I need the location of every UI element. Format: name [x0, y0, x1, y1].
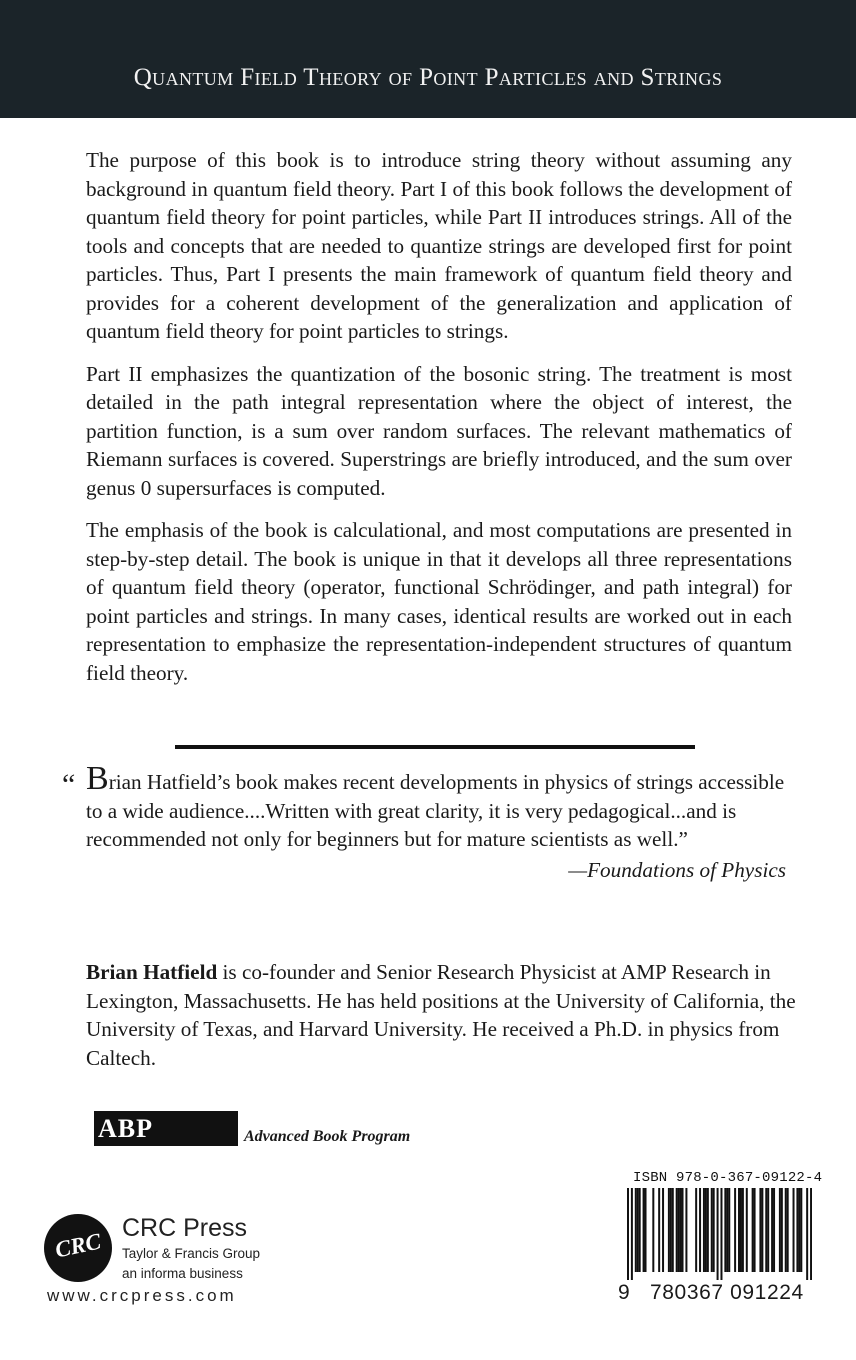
- barcode-bar: [726, 1188, 728, 1272]
- author-name: Brian Hatfield: [86, 960, 218, 984]
- publisher-informa: an informa business: [122, 1266, 243, 1281]
- abp-logo: ABP: [94, 1111, 238, 1146]
- barcode-bar: [734, 1188, 736, 1272]
- barcode-bar: [806, 1188, 808, 1280]
- barcode-bar: [682, 1188, 684, 1272]
- publisher-group: Taylor & Francis Group: [122, 1246, 261, 1261]
- barcode-bar: [765, 1188, 767, 1272]
- barcode-bar: [705, 1188, 707, 1272]
- barcode-bar: [779, 1188, 781, 1272]
- description-paragraph-2: Part II emphasizes the quantization of the bosonic string. The treatment is most detailed in the path integral representation where the object of interest, the partition function, is a sum over random surfaces. The relevant mathematics of Riemann surfaces is covered. Superstrings are briefly introduced, and the sum over genus 0 supersurfaces is computed.: [86, 361, 792, 500]
- publisher-url: www.crcpress.com: [47, 1286, 237, 1305]
- barcode-bar: [668, 1188, 670, 1272]
- quote-drop-letter: B: [86, 760, 109, 797]
- barcode-bar: [627, 1188, 629, 1280]
- barcode-bar: [643, 1188, 645, 1272]
- barcode-bar: [800, 1188, 802, 1272]
- open-quote-mark: “: [62, 768, 76, 801]
- barcode-bar: [728, 1188, 730, 1272]
- description-paragraph-3: The emphasis of the book is calculational, and most computations are presented in step-by-step detail. The book is unique in that it develops all three representations of quantum field theory (operator, functional Schrödinger, and path integral) for point particles and strings. In many cases, identical results are worked out in each representation to emphasize the representation-independent structures of quantum field theory.: [86, 518, 792, 685]
- barcode-bar: [793, 1188, 795, 1272]
- barcode-bar: [798, 1188, 800, 1272]
- barcode-bar: [759, 1188, 761, 1272]
- barcode-bar: [810, 1188, 812, 1280]
- divider-rule: [175, 745, 695, 749]
- ean-digits: 780367 091224: [650, 1281, 804, 1304]
- barcode-bar: [639, 1188, 641, 1272]
- barcode-bar: [695, 1188, 697, 1272]
- book-title: Quantum Field Theory of Point Particles and Strings: [133, 64, 723, 91]
- barcode-bar: [767, 1188, 769, 1272]
- barcode-bar: [670, 1188, 672, 1272]
- barcode-bar: [680, 1188, 682, 1272]
- barcode-bar: [740, 1188, 742, 1272]
- crc-logo-text: CRC: [52, 1228, 104, 1263]
- author-bio-text: is co-founder and Senior Research Physicist at AMP Research in Lexington, Massachusetts. He has held positions at the University of California, the University of Texas, and Harvard University. He received a Ph.D. in physics from Caltech.: [86, 960, 796, 1070]
- description-paragraph-1: The purpose of this book is to introduce string theory without assuming any background in quantum field theory. Part I of this book follows the development of quantum field theory for point particles, while Part II introduces strings. All of the tools and concepts that are needed to quantize strings are developed first for point particles. Thus, Part I presents the main framework of quantum field theory and provides for a coherent development of the generalization and application of quantum field theory for point particles to strings.: [86, 148, 792, 343]
- barcode-bar: [752, 1188, 754, 1272]
- barcode-bar: [645, 1188, 647, 1272]
- barcode-bar: [787, 1188, 789, 1272]
- barcode-bar: [785, 1188, 787, 1272]
- barcode-bar: [631, 1188, 633, 1280]
- barcode-bar: [699, 1188, 701, 1272]
- quote-text: rian Hatfield’s book makes recent developments in physics of strings accessible to a wide audience....Written with great clarity, it is very pedagogical...and is recommended not only for beginners but for mature scientists as well.”: [86, 770, 785, 851]
- barcode-bar: [761, 1188, 763, 1272]
- barcode-bar: [711, 1188, 713, 1272]
- barcode-bar: [685, 1188, 687, 1272]
- isbn-label: ISBN 978-0-367-09122-4: [633, 1170, 823, 1186]
- publisher-name: CRC Press: [122, 1214, 248, 1242]
- barcode-bar: [703, 1188, 705, 1272]
- abp-label: Advanced Book Program: [244, 1128, 411, 1145]
- barcode-bar: [707, 1188, 709, 1272]
- barcode-bar: [637, 1188, 639, 1272]
- barcode-bar: [746, 1188, 748, 1272]
- barcode-bar: [781, 1188, 783, 1272]
- barcode-bar: [672, 1188, 674, 1272]
- crc-logo: [44, 1214, 112, 1282]
- barcode-bar: [662, 1188, 664, 1272]
- barcode-bar: [720, 1188, 722, 1280]
- book-description: [86, 146, 792, 701]
- barcode-bar: [658, 1188, 660, 1272]
- barcode-bar: [773, 1188, 775, 1272]
- quote-source: —Foundations of Physics: [568, 857, 786, 882]
- barcode-bar: [713, 1188, 715, 1272]
- barcode-bar: [742, 1188, 744, 1272]
- barcode-bar: [717, 1188, 719, 1280]
- cover-header-band: [0, 0, 856, 118]
- barcode-bar: [724, 1188, 726, 1272]
- quote-body: [62, 760, 786, 854]
- barcode-bar: [678, 1188, 680, 1272]
- barcode-bar: [771, 1188, 773, 1272]
- barcode-bar: [754, 1188, 756, 1272]
- barcode-bar: [676, 1188, 678, 1272]
- isbn-barcode: [627, 1188, 812, 1280]
- review-quote: [62, 760, 786, 884]
- barcode-bar: [796, 1188, 798, 1272]
- barcode-bar: [652, 1188, 654, 1272]
- barcode-bar: [635, 1188, 637, 1272]
- ean-first-digit: 9: [618, 1281, 630, 1304]
- author-bio: [86, 958, 796, 1072]
- barcode-bar: [738, 1188, 740, 1272]
